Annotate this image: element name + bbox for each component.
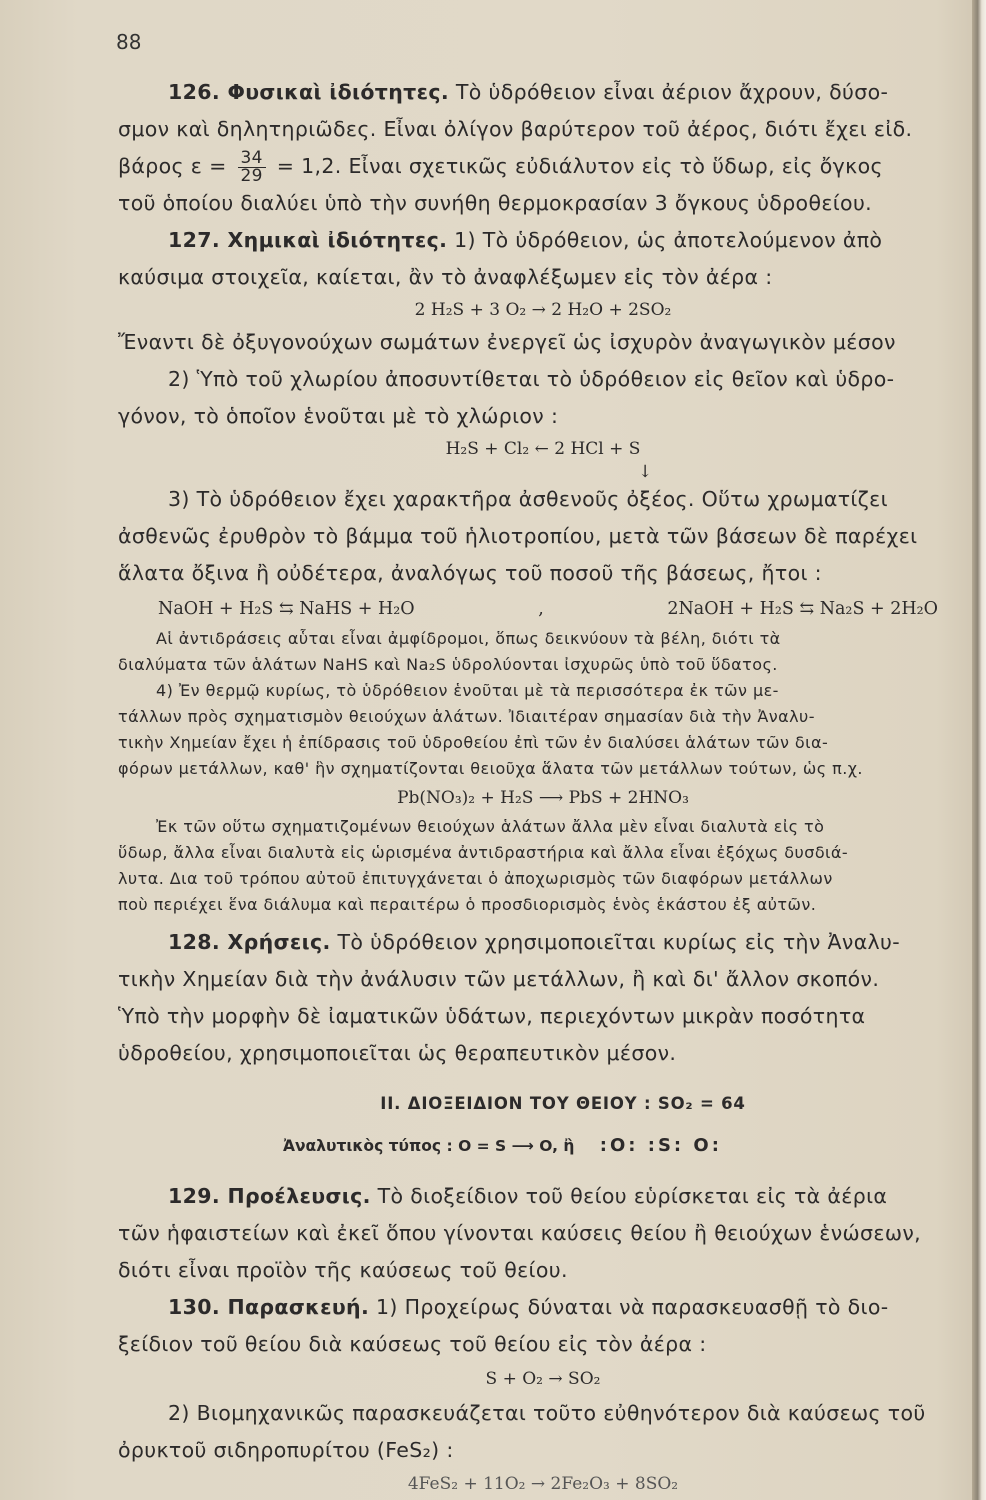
s126-text-3a: βάρος ε = [118,154,227,178]
note-line-1: Αἱ ἀντιδράσεις αὗται εἶναι ἀμφίδρομοι, ὅπως δεικνύουν τὰ βέλη, διότι τὰ [156,629,781,648]
equation-naoh-1: NaOH + H₂S ⇆ NaHS + H₂O [158,599,415,619]
s128-line-2: τικὴν Χημείαν διὰ τὴν ἀνάλυσιν τῶν μετάλλων, ἢ καὶ δι' ἄλλον σκοπόν. [118,967,880,991]
lewis-structure: :O: :S: O: [599,1135,722,1156]
equation-h2s-chlorine: H₂S + Cl₂ ← 2 HCl + S [445,439,641,459]
page-edge [972,0,986,1500]
s127-line-7: ἀσθενῶς ἐρυθρὸν τὸ βάμμα τοῦ ἡλιοτροπίου, μετὰ τῶν βάσεων δὲ παρέχει [118,524,918,548]
fraction-numerator: 34 [238,150,266,168]
s127-line-6: 3) Τὸ ὑδρόθειον ἔχει χαρακτῆρα ἀσθενοῦς ὀξέος. Οὕτω χρωματίζει [168,487,888,511]
equation-lead-nitrate: Pb(NO₃)₂ + H₂S ⟶ PbS + 2HNO₃ [397,788,689,808]
equation-naoh-2: 2NaOH + H₂S ⇆ Na₂S + 2H₂O [667,599,938,619]
s129-line-3: διότι εἶναι προϊὸν τῆς καύσεως τοῦ θείου. [118,1258,568,1282]
s127-text-1: 1) Τὸ ὑδρόθειον, ὡς ἀποτελούμενον ἀπὸ [454,228,883,252]
analytic-formula-text: Ἀναλυτικὸς τύπος : O = S ⟶ O, ἢ [283,1137,575,1155]
note-line-2: διαλύματα τῶν ἁλάτων NaHS καὶ Na₂S ὑδρολύονται ἰσχυρῶς ὑπὸ τοῦ ὕδατος. [118,655,778,674]
equation-row-naoh [118,592,968,626]
equation-sulfur-combustion: S + O₂ → SO₂ [485,1369,601,1389]
s127-line-4: 2) Ὑπὸ τοῦ χλωρίου ἀποσυντίθεται τὸ ὑδρόθειον εἰς θεῖον καὶ ὑδρο- [168,367,895,391]
analytic-formula [118,1126,968,1166]
s126-line-1 [118,74,968,111]
s128-text-1: Τὸ ὑδρόθειον χρησιμοποιεῖται κυρίως εἰς τὴν Ἀναλυ- [337,930,901,954]
note-line-10: ποὺ περιέχει ἕνα διάλυμα καὶ περαιτέρω ὁ προσδιορισμὸς ἑνὸς ἑκάστου ἐξ αὐτῶν. [118,895,817,914]
s130-line-2: ξείδιον τοῦ θείου διὰ καύσεως τοῦ θείου εἰς τὸν ἀέρα : [118,1332,707,1356]
equation-separator: , [538,599,544,619]
density-fraction [238,147,266,186]
note-line-8: ὕδωρ, ἄλλα εἶναι διαλυτὰ εἰς ὡρισμένα ἀντιδραστήρια καὶ ἄλλα εἶναι ἐξόχως δυσδιά- [118,843,849,862]
s126-text-3b: = 1,2. Εἶναι σχετικῶς εὐδιάλυτον εἰς τὸ ὕδωρ, εἰς ὄγκος [276,154,883,178]
s126-text-1: Τὸ ὑδρόθειον εἶναι ἀέριον ἄχρουν, δύσο- [455,80,889,104]
section-title-so2: II. ΔΙΟΞΕΙΔΙΟΝ ΤΟΥ ΘΕΙΟΥ : SO₂ = 64 [380,1094,746,1113]
s130-line-4: ὀρυκτοῦ σιδηροπυρίτου (FeS₂) : [118,1438,454,1462]
page-number: 88 [116,30,142,54]
s127-line-2: καύσιμα στοιχεῖα, καίεται, ἂν τὸ ἀναφλέξωμεν εἰς τὸν ἀέρα : [118,265,773,289]
s126-line-4: τοῦ ὁποίου διαλύει ὑπὸ τὴν συνήθη θερμοκρασίαν 3 ὄγκους ὑδροθείου. [118,191,873,215]
equation-h2s-combustion: 2 H₂S + 3 O₂ → 2 H₂O + 2SO₂ [414,300,672,320]
note-line-7: Ἐκ τῶν οὕτω σχηματιζομένων θειούχων ἁλάτων ἄλλα μὲν εἶναι διαλυτὰ εἰς τὸ [156,817,825,836]
s126-heading: 126. Φυσικαὶ ἰδιότητες. [168,80,450,104]
s130-text-1: 1) Προχείρως δύναται νὰ παρασκευασθῇ τὸ διο- [376,1295,889,1319]
s128-line-1 [118,924,968,961]
s129-line-1 [118,1178,968,1215]
note-line-5: τικὴν Χημείαν ἔχει ἡ ἐπίδρασις τοῦ ὑδροθείου ἐπὶ τῶν ἐν διαλύσει ἁλάτων τῶν δια- [118,733,829,752]
s127-line-5: γόνον, τὸ ὁποῖον ἑνοῦται μὲ τὸ χλώριον : [118,404,559,428]
s130-line-3: 2) Βιομηχανικῶς παρασκευάζεται τοῦτο εὐθηνότερον διὰ καύσεως τοῦ [168,1401,926,1425]
precipitate-arrow: ↓ [638,462,653,482]
s129-text-1: Τὸ διοξείδιον τοῦ θείου εὑρίσκεται εἰς τὰ ἀέρια [377,1184,888,1208]
s127-line-8: ἅλατα ὄξινα ἢ οὐδέτερα, ἀναλόγως τοῦ ποσοῦ τῆς βάσεως, ἤτοι : [118,561,822,585]
equation-pyrite-roasting: 4FeS₂ + 11O₂ → 2Fe₂O₃ + 8SO₂ [407,1474,679,1494]
s130-line-1 [118,1289,968,1326]
note-line-3: 4) Ἐν θερμῷ κυρίως, τὸ ὑδρόθειον ἑνοῦται μὲ τὰ περισσότερα ἐκ τῶν με- [156,681,779,700]
s127-line-1 [118,222,968,259]
fraction-denominator: 29 [240,165,263,186]
s128-line-3: Ὑπὸ τὴν μορφὴν δὲ ἰαματικῶν ὑδάτων, περιεχόντων μικρὰν ποσότητα [118,1004,866,1028]
s128-line-4: ὑδροθείου, χρησιμοποιεῖται ὡς θεραπευτικὸν μέσον. [118,1041,677,1065]
s129-line-2: τῶν ἡφαιστείων καὶ ἐκεῖ ὅπου γίνονται καύσεις θείου ἢ θειούχων ἑνώσεων, [118,1221,921,1245]
s130-heading: 130. Παρασκευή. [168,1295,370,1319]
s127-line-3: Ἔναντι δὲ ὀξυγονούχων σωμάτων ἐνεργεῖ ὡς ἰσχυρὸν ἀναγωγικὸν μέσον [118,330,896,354]
note-line-6: φόρων μετάλλων, καθ' ἣν σχηματίζονται θειοῦχα ἅλατα τῶν μετάλλων τούτων, ὡς π.χ. [118,759,863,778]
page-content [118,74,968,1499]
s127-heading: 127. Χημικαὶ ἰδιότητες. [168,228,448,252]
note-line-9: λυτα. Δια τοῦ τρόπου αὐτοῦ ἐπιτυγχάνεται ὁ ἀποχωρισμὸς τῶν διαφόρων μετάλλων [118,869,833,888]
s128-heading: 128. Χρήσεις. [168,930,331,954]
s126-line-2: σμον καὶ δηλητηριῶδες. Εἶναι ὀλίγον βαρύτερον τοῦ ἀέρος, διότι ἔχει εἰδ. [118,117,913,141]
note-line-4: τάλλων πρὸς σχηματισμὸν θειούχων ἁλάτων. Ἰδιαιτέραν σημασίαν διὰ τὴν Ἀναλυ- [118,707,815,726]
s126-line-3 [118,148,968,185]
s129-heading: 129. Προέλευσις. [168,1184,371,1208]
